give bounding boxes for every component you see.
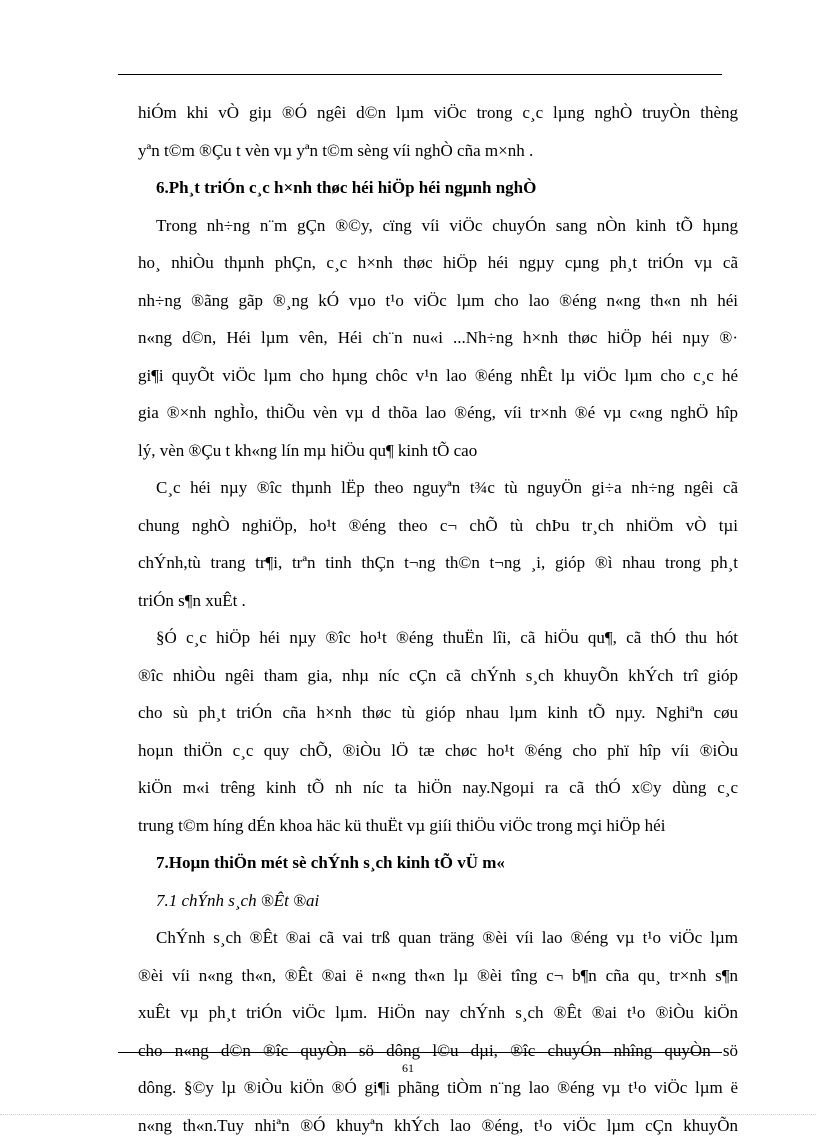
text-line: yªn t©m ®Çu t vèn vµ yªn t©m sèng víi nghÒ cña m×nh . xyxy=(138,132,738,170)
text-line: chÝnh,tù trang tr¶i, trªn tinh thÇn t¬ng th©n t¬ng ¸i, gióp ®ì nhau trong ph¸t xyxy=(138,544,738,582)
paragraph-first-line: Trong nh÷ng n¨m gÇn ®©y, cïng víi viÖc chuyÓn sang nÒn kinh tÕ hµng xyxy=(138,207,738,245)
paragraph-first-line: C¸c héi nµy ®îc thµnh lËp theo nguyªn t¾c tù nguyÖn gi÷a nh÷ng ngêi cã xyxy=(138,469,738,507)
text-line: n«ng d©n, Héi lµm vên, Héi ch¨n nu«i ...Nh÷ng h×nh thøc hiÖp héi nµy ®· xyxy=(138,319,738,357)
text-line: trung t©m híng dÉn khoa häc kü thuËt vµ giíi thiÖu viÖc trong mçi hiÖp héi xyxy=(138,807,738,845)
text-line: lý, vèn ®Çu t kh«ng lín mµ hiÖu qu¶ kinh tÕ cao xyxy=(138,432,738,470)
text-line: n«ng th«n.Tuy nhiªn ®Ó khuyªn khÝch lao ®éng, t¹o viÖc lµm cÇn khuyÕn xyxy=(138,1107,738,1144)
subsection-heading: 7.1 chÝnh s¸ch ®Êt ®ai xyxy=(138,882,738,920)
page-boundary xyxy=(0,1114,816,1115)
text-line: triÓn s¶n xuÊt . xyxy=(138,582,738,620)
text-line: chung nghÒ nghiÖp, ho¹t ®éng theo c¬ chÕ tù chÞu tr¸ch nhiÖm vÒ tµi xyxy=(138,507,738,545)
text-line: cho sù ph¸t triÓn cña h×nh thøc tù gióp nhau lµm kinh tÕ nµy. Nghiªn cøu xyxy=(138,694,738,732)
paragraph-first-line: §Ó c¸c hiÖp héi nµy ®îc ho¹t ®éng thuËn lîi, cã hiÖu qu¶, cã thÓ thu hót xyxy=(138,619,738,657)
footer-rule xyxy=(118,1052,722,1053)
text-line: hiÓm khi vÒ giµ ®Ó ngêi d©n lµm viÖc trong c¸c lµng nghÒ truyÒn thèng xyxy=(138,94,738,132)
text-line: ho¸ nhiÒu thµnh phÇn, c¸c h×nh thøc hiÖp héi ngµy cµng ph¸t triÓn vµ cã xyxy=(138,244,738,282)
text-line: kiÖn m«i trêng kinh tÕ nh níc ta hiÖn nay.Ngoµi ra cã thÓ x©y dùng c¸c xyxy=(138,769,738,807)
text-line: xuÊt vµ ph¸t triÓn viÖc lµm. HiÖn nay chÝnh s¸ch ®Êt ®ai t¹o ®iÒu kiÖn xyxy=(138,994,738,1032)
text-line: nh÷ng ®ãng gãp ®¸ng kÓ vµo t¹o viÖc lµm cho lao ®éng n«ng th«n nh héi xyxy=(138,282,738,320)
text-line: hoµn thiÖn c¸c quy chÕ, ®iÒu lÖ tæ chøc ho¹t ®éng cho phï hîp víi ®iÒu xyxy=(138,732,738,770)
text-line: ®îc nhiÒu ngêi tham gia, nhµ níc cÇn cã chÝnh s¸ch khuyÕn khÝch trî gióp xyxy=(138,657,738,695)
header-rule xyxy=(118,74,722,75)
text-line: dông. §©y lµ ®iÒu kiÖn ®Ó gi¶i phãng tiÒm n¨ng lao ®éng vµ t¹o viÖc lµm ë xyxy=(138,1069,738,1107)
section-heading: 7.Hoµn thiÖn mét sè chÝnh s¸ch kinh tÕ vÜ m« xyxy=(138,844,738,882)
body-text xyxy=(138,94,738,1144)
section-heading: 6.Ph¸t triÓn c¸c h×nh thøc héi hiÖp héi ngµnh nghÒ xyxy=(138,169,738,207)
page-number: 61 xyxy=(0,1061,816,1076)
text-line: gia ®×nh nghÌo, thiÕu vèn vµ d thõa lao ®éng, víi tr×nh ®é vµ c«ng nghÖ hîp xyxy=(138,394,738,432)
paragraph-first-line: ChÝnh s¸ch ®Êt ®ai cã vai trß quan träng ®èi víi lao ®éng vµ t¹o viÖc lµm xyxy=(138,919,738,957)
text-line: ®èi víi n«ng th«n, ®Êt ®ai ë n«ng th«n lµ ®èi tîng c¬ b¶n cña qu¸ tr×nh s¶n xyxy=(138,957,738,995)
text-line: gi¶i quyÕt viÖc lµm cho hµng chôc v¹n lao ®éng nhÊt lµ viÖc lµm cho c¸c hé xyxy=(138,357,738,395)
text-line: cho n«ng d©n ®îc quyÒn sö dông l©u dµi, ®îc chuyÓn nhîng quyÒn sö xyxy=(138,1032,738,1070)
